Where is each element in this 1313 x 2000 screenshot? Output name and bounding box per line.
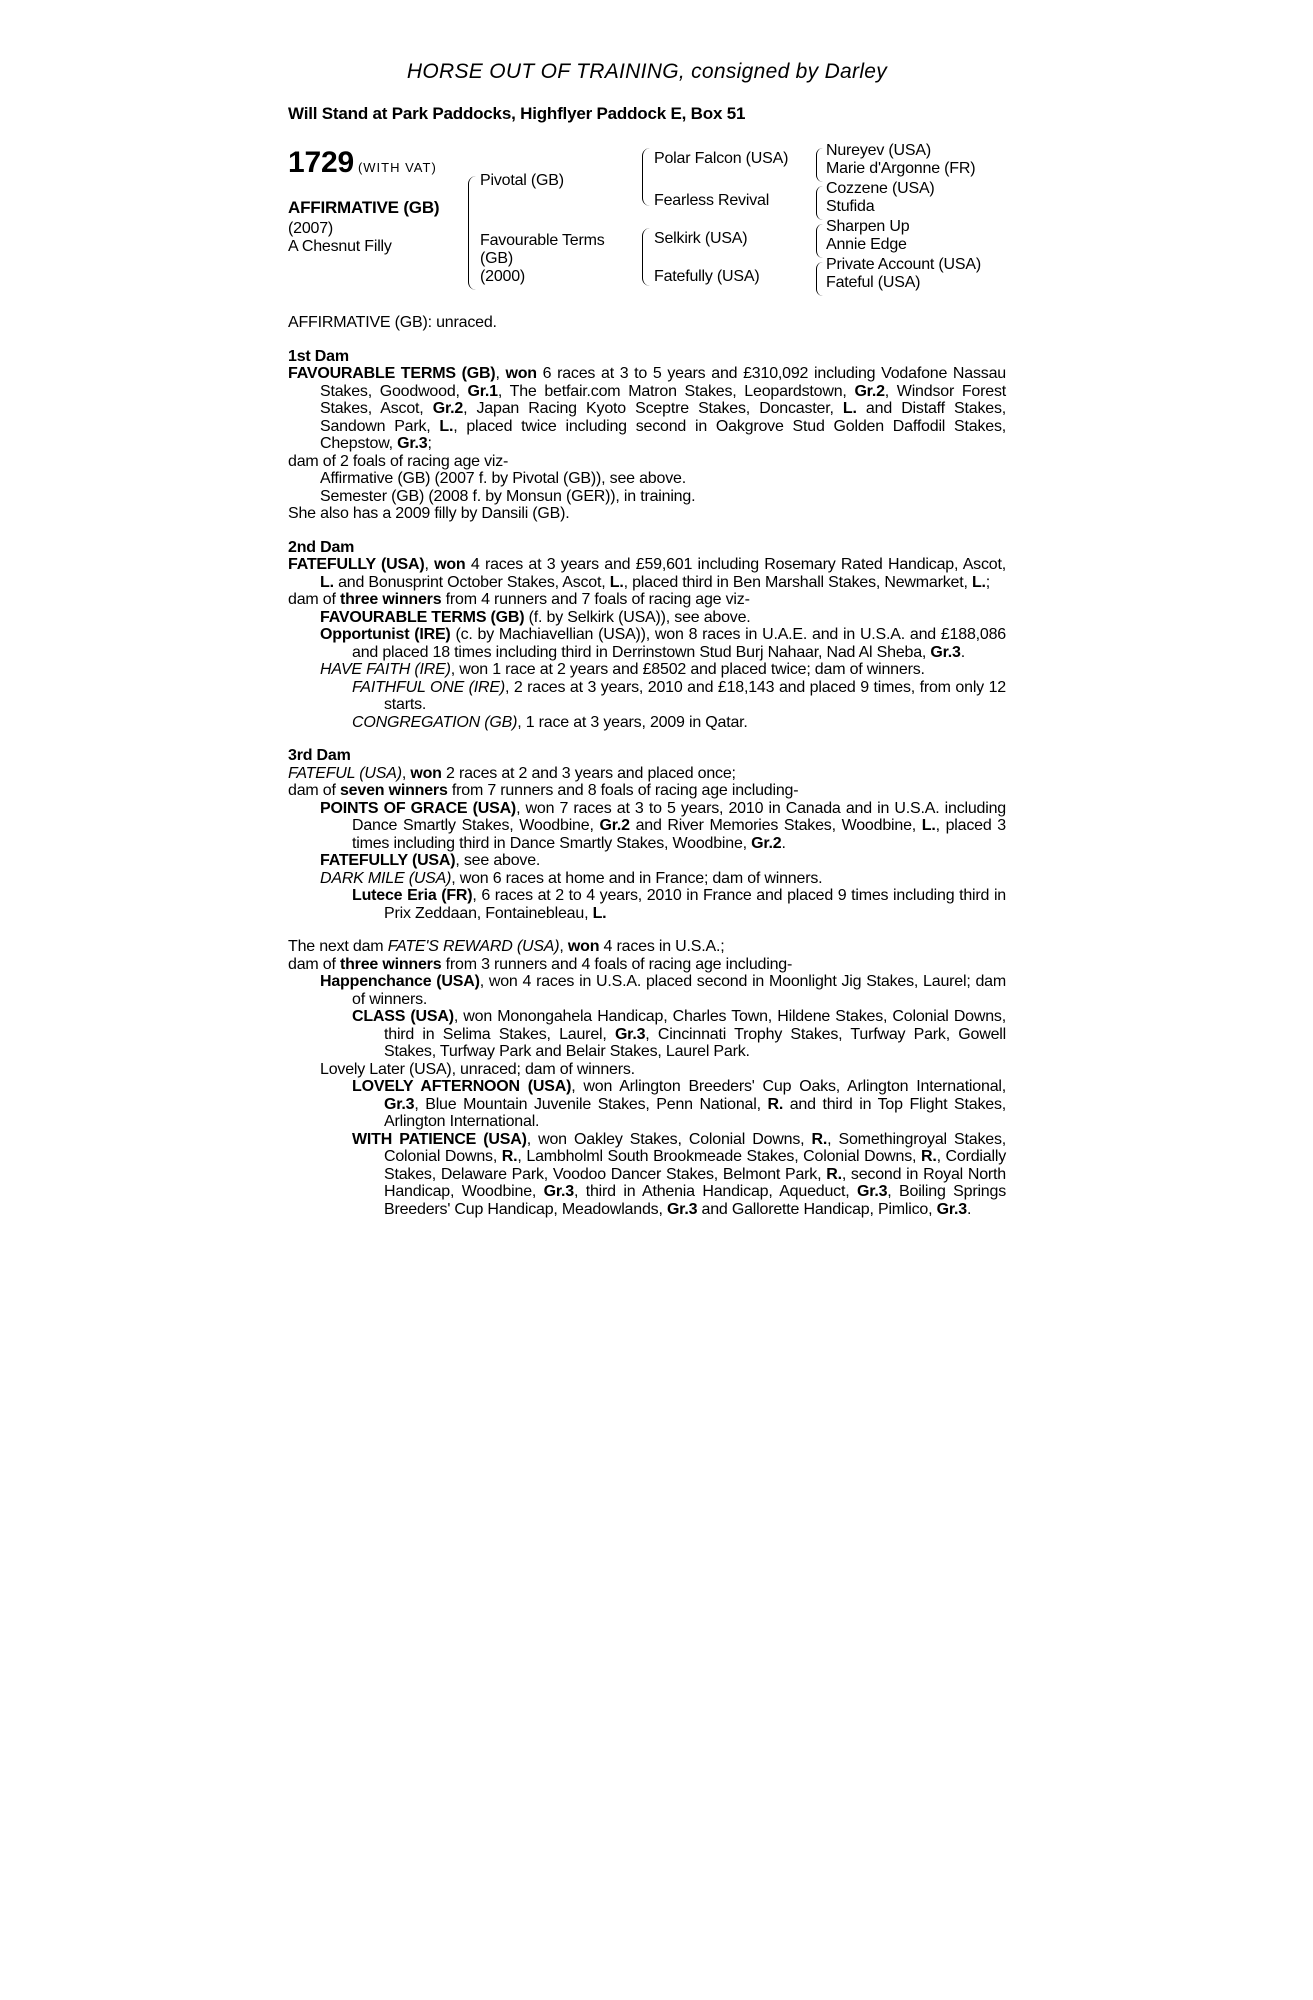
g3-brace-2	[816, 186, 823, 220]
lot-number: 1729 (WITH VAT)	[288, 146, 437, 179]
sire-sire: Polar Falcon (USA)	[654, 150, 789, 167]
text: , 1 race at 3 years, 2009 in Qatar.	[517, 713, 748, 731]
grade: R.	[826, 1165, 842, 1183]
progeny-entry	[288, 1008, 1006, 1061]
pedigree-table	[288, 142, 1006, 314]
winners-count: three winners	[339, 955, 442, 973]
grade: R.	[811, 1130, 828, 1148]
text: , Blue Mountain Juvenile Stakes, Penn National,	[414, 1095, 768, 1113]
progeny-name: Happenchance (USA)	[320, 973, 480, 990]
second-dam-title: 2nd Dam	[288, 538, 355, 556]
foal-entry: Semester (GB) (2008 f. by Monsun (GER)), in training.	[320, 487, 696, 505]
next-dam-record	[288, 938, 1006, 956]
first-dam-name: FAVOURABLE TERMS (GB)	[288, 365, 496, 382]
progeny-entry	[288, 679, 1006, 714]
third-dam-name: FATEFUL (USA)	[288, 764, 402, 782]
grade: Gr.2	[854, 382, 885, 400]
progeny-name: CONGREGATION (GB)	[352, 713, 518, 731]
progeny-entry	[288, 661, 1006, 679]
first-dam-record: FAVOURABLE TERMS (GB), won 6 races at 3 to 5 years and £310,092 including Vodafone Nassau Stakes, Goodwood, Gr.1, The betfair.com Matron Stakes, Leopardstown, Gr.2, Windsor Forest Stakes, Ascot, Gr.2, Japan Racing Kyoto Sceptre Stakes, Doncaster, L. and Distaff Stakes, Sandown Park, L., placed twice including second in Oakgrove Stud Golden Daffodil Stakes, Chepstow, Gr.3;	[288, 365, 1006, 452]
text: 4 races at 3 years and £59,601 including Rosemary Rated Handicap, Ascot,	[465, 556, 1006, 573]
grade: Gr.3	[384, 1095, 415, 1113]
text: , Boiling Springs Breeders' Cup Handicap, Meadowlands,	[384, 1183, 1007, 1218]
grade: Gr.2	[432, 400, 464, 417]
dam-of-line	[288, 782, 1006, 800]
pedigree-brace	[468, 176, 477, 290]
grade: L.	[320, 573, 334, 591]
text: , placed third in Ben Marshall Stakes, Newmarket,	[623, 573, 972, 591]
grade: L.	[921, 817, 936, 834]
spacer	[288, 332, 1006, 348]
text: , won Arlington Breeders' Cup Oaks, Arlington International,	[571, 1078, 1006, 1095]
progeny-entry: Lovely Later (USA), unraced; dam of winners.	[320, 1060, 635, 1078]
text: , see above.	[455, 852, 541, 869]
progeny-name: FATEFULLY (USA)	[320, 852, 456, 869]
text: from 3 runners and 4 foals of racing age including-	[441, 955, 793, 973]
grade: Gr.3	[397, 435, 428, 452]
text: , 6 races at 2 to 4 years, 2010 in France and placed 9 times including third in Prix Zeddaan, Fontainebleau,	[384, 887, 1006, 922]
text: dam of	[288, 591, 340, 608]
pedigree-ddd: Fateful (USA)	[826, 274, 921, 291]
text: from 4 runners and 7 foals of racing age viz-	[441, 591, 750, 608]
grade: Gr.3	[936, 1200, 967, 1218]
text: from 7 runners and 8 foals of racing age including-	[447, 782, 799, 799]
pedigree-dss: Sharpen Up	[826, 218, 910, 235]
first-dam-title: 1st Dam	[288, 347, 349, 365]
horse-year: (2007)	[288, 220, 334, 237]
progeny-name: FAITHFUL ONE (IRE)	[352, 678, 505, 696]
text: , Somethingroyal Stakes, Colonial Downs,	[384, 1130, 1006, 1165]
dam-sire: Selkirk (USA)	[654, 230, 748, 247]
text: , won 6 races at home and in France; dam of winners.	[451, 869, 823, 887]
won-label: won	[410, 764, 442, 782]
spacer	[288, 523, 1006, 539]
text: , 2 races at 3 years, 2010 and £18,143 and placed 9 times, from only 12 starts.	[384, 678, 1006, 713]
progeny-entry	[288, 800, 1006, 853]
grade: Gr.3	[856, 1183, 888, 1200]
grade: Gr.3	[666, 1200, 698, 1218]
text: , won 4 races in U.S.A. placed second in Moonlight Jig Stakes, Laurel; dam of winners.	[352, 973, 1006, 1008]
text: , Cincinnati Trophy Stakes, Turfway Park, Gowell Stakes, Turfway Park and Belair Stakes, Laurel Park.	[384, 1025, 1006, 1060]
progeny-entry	[288, 852, 1006, 870]
second-dam-section	[288, 539, 1006, 732]
text: , placed 3 times including third in Dance Smartly Stakes, Woodbine,	[352, 817, 1007, 852]
grade: Gr.3	[614, 1025, 646, 1043]
text: , placed twice including second in Oakgrove Stud Golden Daffodil Stakes, Chepstow,	[320, 417, 1006, 452]
progeny-name: FAVOURABLE TERMS (GB)	[320, 608, 525, 626]
pedigree-sds: Cozzene (USA)	[826, 180, 935, 197]
race-record: AFFIRMATIVE (GB): unraced.	[288, 314, 497, 331]
g3-brace-4	[816, 262, 823, 296]
text: , Lambholml South Brookmeade Stakes, Colonial Downs,	[517, 1148, 921, 1165]
grade: L.	[842, 400, 857, 417]
sire-brace	[642, 148, 651, 206]
text: ,	[401, 764, 411, 782]
dam-of-line	[288, 591, 1006, 609]
also-has-line: She also has a 2009 filly by Dansili (GB).	[288, 505, 570, 522]
progeny-name: CLASS (USA)	[352, 1008, 454, 1025]
won-label: won	[434, 556, 466, 573]
progeny-name: HAVE FAITH (IRE)	[320, 661, 451, 678]
text: and third in Top Flight Stakes, Arlington International.	[384, 1095, 1006, 1130]
first-dam-section	[288, 348, 1006, 523]
text: , The betfair.com Matron Stakes, Leopardstown,	[497, 382, 855, 400]
grade: L.	[592, 904, 607, 922]
text: , won Oakley Stakes, Colonial Downs,	[526, 1130, 812, 1148]
text: , Cordially Stakes, Delaware Park, Voodoo Dancer Stakes, Belmont Park,	[384, 1148, 1006, 1183]
third-dam-section	[288, 747, 1006, 922]
dam-brace	[642, 228, 651, 286]
won-label: won	[567, 938, 600, 955]
progeny-entry	[288, 887, 1006, 922]
spacer	[288, 922, 1006, 938]
text: , third in Athenia Handicap, Aqueduct,	[573, 1183, 857, 1200]
grade: R.	[920, 1148, 937, 1165]
text: , Japan Racing Kyoto Sceptre Stakes, Doncaster,	[463, 400, 843, 417]
grade: R.	[767, 1095, 784, 1113]
third-dam-title: 3rd Dam	[288, 747, 351, 764]
page-header: HORSE OUT OF TRAINING, consigned by Darley	[406, 60, 888, 83]
dam-country: (GB)	[480, 250, 513, 267]
grade: L.	[609, 573, 624, 591]
progeny-entry	[288, 714, 1006, 732]
text: dam of	[288, 782, 340, 799]
text: , second in Royal North Handicap, Woodbine,	[384, 1165, 1006, 1200]
text: The next dam	[288, 938, 388, 955]
progeny-name: WITH PATIENCE (USA)	[352, 1130, 527, 1148]
text: ;	[985, 573, 991, 591]
progeny-entry	[288, 870, 1006, 888]
foal-entry: Affirmative (GB) (2007 f. by Pivotal (GB)), see above.	[320, 470, 686, 487]
text: , won 1 race at 2 years and £8502 and placed twice; dam of winners.	[450, 661, 925, 678]
spacer	[288, 731, 1006, 747]
progeny-entry	[288, 973, 1006, 1008]
grade: Gr.3	[543, 1183, 574, 1200]
pedigree-sss: Nureyev (USA)	[826, 142, 931, 159]
text: ,	[559, 938, 568, 955]
second-dam-name: FATEFULLY (USA)	[288, 556, 425, 573]
text: .	[960, 643, 966, 661]
text: dam of	[288, 955, 340, 973]
horse-name: AFFIRMATIVE (GB)	[288, 198, 440, 217]
dam-of-line	[288, 956, 1006, 974]
progeny-name: DARK MILE (USA)	[320, 869, 452, 887]
text: .	[781, 834, 786, 852]
text: 6 races at 3 to 5 years and £310,092 including Vodafone Nassau Stakes, Goodwood,	[320, 365, 1006, 400]
horse-description: A Chesnut Filly	[288, 238, 392, 255]
text: ;	[427, 435, 432, 452]
grade: Gr.2	[599, 817, 630, 834]
g3-brace-1	[816, 148, 823, 182]
vat-note: (WITH VAT)	[357, 160, 437, 175]
progeny-name: Opportunist (IRE)	[320, 626, 451, 643]
third-dam-record	[288, 765, 1006, 783]
text: (c. by Machiavellian (USA)), won 8 races in U.A.E. and in U.S.A. and £188,086 and placed 18 times including third in Derrinstown Stud Burj Nahaar, Nad Al Sheba,	[352, 626, 1006, 661]
stand-location: Will Stand at Park Paddocks, Highflyer Paddock E, Box 51	[288, 104, 746, 123]
grade: Gr.1	[467, 382, 498, 400]
g3-brace-3	[816, 224, 823, 258]
text: 4 races in U.S.A.;	[599, 938, 725, 955]
text: (f. by Selkirk (USA)), see above.	[524, 608, 751, 626]
pedigree-sdd: Stufida	[826, 198, 875, 215]
dam-dam: Fatefully (USA)	[654, 268, 760, 285]
second-dam-record: FATEFULLY (USA), won 4 races at 3 years and £59,601 including Rosemary Rated Handicap, Ascot, L. and Bonusprint October Stakes, Ascot, L., placed third in Ben Marshall Stakes, Newmarket, L.;	[288, 556, 1006, 591]
pedigree-dds: Private Account (USA)	[826, 256, 981, 273]
winners-count: seven winners	[339, 782, 448, 799]
dam-of-line: dam of 2 foals of racing age viz-	[288, 452, 509, 470]
dam-year: (2000)	[480, 268, 526, 285]
progeny-entry	[288, 1078, 1006, 1131]
text: and River Memories Stakes, Woodbine,	[629, 817, 922, 834]
grade: L.	[439, 417, 454, 435]
text: and Distaff Stakes, Sandown Park,	[320, 400, 1006, 435]
grade: L.	[971, 573, 986, 591]
text: , won Monongahela Handicap, Charles Town, Hildene Stakes, Colonial Downs, third in Selima Stakes, Laurel,	[384, 1008, 1006, 1043]
grade: Gr.2	[751, 834, 782, 852]
progeny-entry	[288, 609, 1006, 627]
text: , won 7 races at 3 to 5 years, 2010 in Canada and in U.S.A. including Dance Smartly Stakes, Woodbine,	[352, 799, 1007, 834]
progeny-name: Lutece Eria (FR)	[352, 887, 473, 904]
text: 2 races at 2 and 3 years and placed once;	[441, 764, 736, 782]
text: .	[966, 1200, 972, 1218]
grade: Gr.3	[930, 643, 961, 661]
winners-count: three winners	[339, 591, 442, 608]
dam: Favourable Terms	[480, 232, 605, 249]
next-dam-section	[288, 938, 1006, 1218]
won-label: won	[505, 365, 537, 382]
progeny-entry	[288, 1131, 1006, 1219]
next-dam-name: FATE'S REWARD (USA)	[387, 938, 560, 955]
progeny-name: LOVELY AFTERNOON (USA)	[352, 1078, 572, 1095]
pedigree-ssd: Marie d'Argonne (FR)	[826, 160, 976, 177]
sire-dam: Fearless Revival	[654, 192, 770, 209]
text: , Windsor Forest Stakes, Ascot,	[320, 382, 1006, 417]
sire: Pivotal (GB)	[480, 172, 564, 189]
progeny-name: POINTS OF GRACE (USA)	[320, 799, 517, 817]
catalogue-page	[288, 60, 1006, 1218]
text: and Bonusprint October Stakes, Ascot,	[333, 573, 610, 591]
pedigree-dsd: Annie Edge	[826, 236, 907, 253]
grade: R.	[501, 1148, 518, 1165]
progeny-entry	[288, 626, 1006, 661]
text: and Gallorette Handicap, Pimlico,	[697, 1200, 937, 1218]
